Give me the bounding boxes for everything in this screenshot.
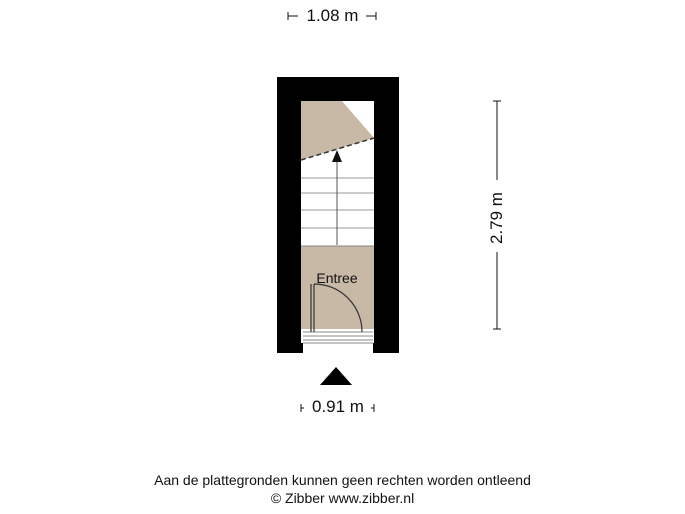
- right-length-label: 2.79 m: [487, 192, 506, 244]
- entrance-direction-icon: [320, 367, 352, 385]
- copyright-text: © Zibber www.zibber.nl: [270, 490, 415, 506]
- disclaimer-text: Aan de plattegronden kunnen geen rechten worden ontleend: [154, 472, 531, 488]
- door-opening: [303, 329, 373, 353]
- bottom-width-label: 0.91 m: [312, 397, 364, 416]
- entree-floor: [301, 246, 374, 329]
- top-width-label: 1.08 m: [306, 6, 359, 25]
- room-label-entree: Entree: [316, 270, 358, 286]
